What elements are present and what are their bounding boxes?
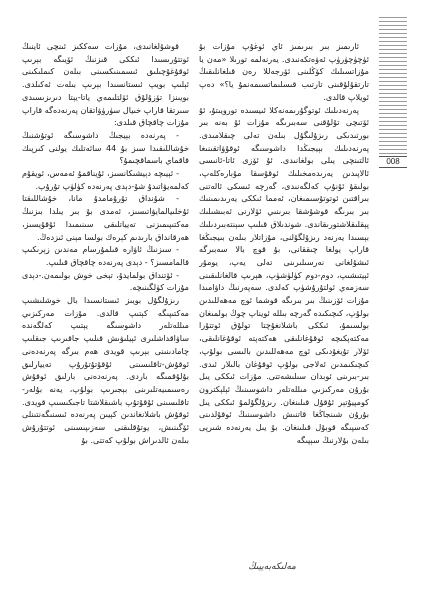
paragraph: رىزۇلگۇل بويىز ئىستانسىدا بال خوشلىشىپ مەكتىپىگە كېتىپ قالدى. مۇزات مەركىزىي مىللەتلەر داشوسىگە يېتىپ كەلگەندە ساۋاقداشلىرى ئېيلىۋىش قىلىپ جاقىرىپ جىقلىپ چامادىنىنى بېرىپ قويدى ھەم بىرگە پەرنەدەنى ئوقۇش-تاقلىسىنى ئۇقۇتۇتۇرۇپ تەييارلىق بۇلۇقمىگە باردى. پەرنەدەنى بارلىق ئوقۇش رەسىمىيەتلىرىنى بېجىرىپ بولۇپ، يەنە بۇلەر-تاقلىسىنى ئۇقۇتۇپ باشىقلاشتا تاجىكىسىپ قويدى. ئوقۇش باشلانغاندىن كېيىن پەرنەدە ئىسنىگەنتىنلى ئۆگىنىش، يوتۇقلىقنى سەزىپىسىنى ئوتتۇرۇش بىلەن ئالدىراش بولۇپ كەتتى. بۇ: [22, 295, 189, 445]
text-column-right: [199, 40, 369, 570]
column-gutter: [193, 44, 194, 564]
page-number: 008: [379, 156, 407, 168]
paragraph: - ئۆتنداق بولمايدۇ، تېخى خوش بولىمەن.-دېدى مۇزات كۈلگىنىچە.: [22, 269, 189, 293]
paragraph: - سىزنىڭ ئاۋارە قىلمۇرسام مەندىن زېرىكىپ قالمامسىز؟ - دېدى پەرنەدە چاقچاق قىلىپ.: [22, 244, 189, 267]
text-column-left: [22, 40, 189, 570]
paragraph: پەرنەدىلىك ئوتوگۇرىمەنەكلا ئىيسىدە تورويىتۇ، ئۇ ئۆتىچى تۇلۇقنى سەبىرىگە مۇزات ئۇ بەنە بىر بورتىدىكى رىزۇلىگۇل بىلەن تەلى چىقلامىدى. پەرنەدىلىك بېيجىڭدا داشوسىگە ئوقۇۋاتقىنىغا ئالتىنچى يىلى بولغانىدى. ئۇ ئۆزى ئاتا-ئانىسى ئالاپىدىن يەرىدەمخىلىك ئوقۇسقا مۇبارەكلەپ، بولىقۇ ئۇنۇپ كەلگەنىدى، گەرچە ئىسكى ئالەتنى بىراقتىن ئوتوتۇسىمىغان، ئەمما ئىككى يەرىدىمىنىك بىر بىرىگە قوشۇشقا بىرىنىي ئۆلارنى ئەبىشىلىك پېقلىقلاشتورىقاندى. شوندىلاق قىلىپ سېنتەبىردىلىك بېسىدا يەرنەد رىزۇلگۇلنى، مۇزاتلار بىلەن بىيجىڭغا قاراپ يولغا چىققانى، بۇ قوچ بالا سەبىرگە ئىشۇلغانى نەرسىلىرىنى تەلى يەپ، يومۇر ئېيتىشىپ، دوم-دوم كۈلۈشۈپ، ھېرىپ قالغانلىقىنى سەزمەي ئولتۇرۇشۈپ كەلدى. سەپەرنىڭ داۋامىدا مۇزات ئۆزىنىڭ بىر بىرىگە قوشما ئوچ مەھەللىدىن بولۇپ، كىچىكىدە گەرچە بىللە ئويناپ چوڭ بولمىغان بولسىمۇ، ئىككى باشلانغۇچتا تولۇق ئوتتۇرا مەكتەپكىچە ئوقۇغانلىقى ھەكتەپتە ئوقۇغانلىقى، ئۆلار تۇيغۇدىكى ئوچ مەھەللىدىن بالىسى بولۇپ، كىچىكىمدىن ئەلاجى بولۇپ ئوقۇغان بالىلار ئىدى. بىر-بىرىنى ئوبدان سىلىشەتتى. مۇزات ئىككى يىل بۇرۇن مەركىزىي مىللەتلەر داشوسىنىڭ ئېلېكترون كومپيۇتېر ئۇقۇل قىلىنغان. رىزۇلگۇلمۇ ئىككى يىل بۇرۇن شىنجاڭغا قاتنىش داشوسىنىڭ ئوقۇلدىنى كەسپىگە قوبۇل قىلىنغان. بۇ يىل يەرنەدە شىرپى بىلەن بۇلارنىڭ سېپىگە: [199, 104, 369, 445]
paragraph: - شۇنداق تۇرۇمامدۇ مانا، خۇشاللىقتا ئۇخلىيالمايۋاتىسىز، ئەمدى بۇ بىر يىلدا بىزنىڭ مەكتىپىمىزنى تەيياتلىقى سىنىمىدا ئۇقۇيسىز، ھەرقانداق بارىدىم كېرەك بولسا مېنى ئىزدەڭ.: [22, 193, 189, 242]
paragraph: ئارىمىز بىر بىرىمىز ئاي ئوغۇپ مۇزات بۇ ئۈچۈچۈرۈپ ئەۋەتكەنىدى. يەرنەلمە تورىلا «مەن يا مۇزاتسىلىك كۆڭلىنى ئۆرجەللا رەن قىلغانلىقىڭ تارتقۇلۇقىنى تارتىب قىسلىماتسىمەنمۇ يا؟» دەپ ئويلاپ قالدى.: [199, 41, 369, 102]
paragraph: - پەرنەدە بېيجىڭ داشوسىگە ئوتۇشنىڭ خۇشاللىقىدا سىز بۇ 44 سائەتلىك يولنى كىرپىك قاقماي باسماقچىمۇ؟: [22, 129, 189, 166]
margin-tab-stripes: [379, 17, 407, 155]
author-signature: مەلىكەبەييىڭ: [248, 562, 296, 572]
paragraph: قوشۇلغانىدى، مۇزات سەككىز ئىنچى ئاينىڭ ئوتتۇرىسىدا ئىككى قىزنىڭ ئۆيىگە بېرىپ ئوقۇغۇچىلىق ئىسمىنىكسىنى بىلەن كىملىكىنى ئېلىپ بويپ ئىستانسىدا بېرىپ بىلەت ئەكىلدى. بويىنزا تۆزۇلۇق ئۆلتلىمەي ياتا-يېتا دىرىزىسىدى سىرتقا قاراپ خىيال سۈرۈۋاتقان پەرنەدەگە قاراپ مۇزات چاقچاق قىلدى:: [22, 41, 189, 128]
paragraph: - ئېيىچە دېيشىكانسىز، ئۇيناقمۇ ئەمەس، ئويقۇم كەلمەيۋاتىدۇ شۇ-دېدى پەرنەدە كۈلۈپ تۇرۇپ.: [22, 168, 189, 191]
